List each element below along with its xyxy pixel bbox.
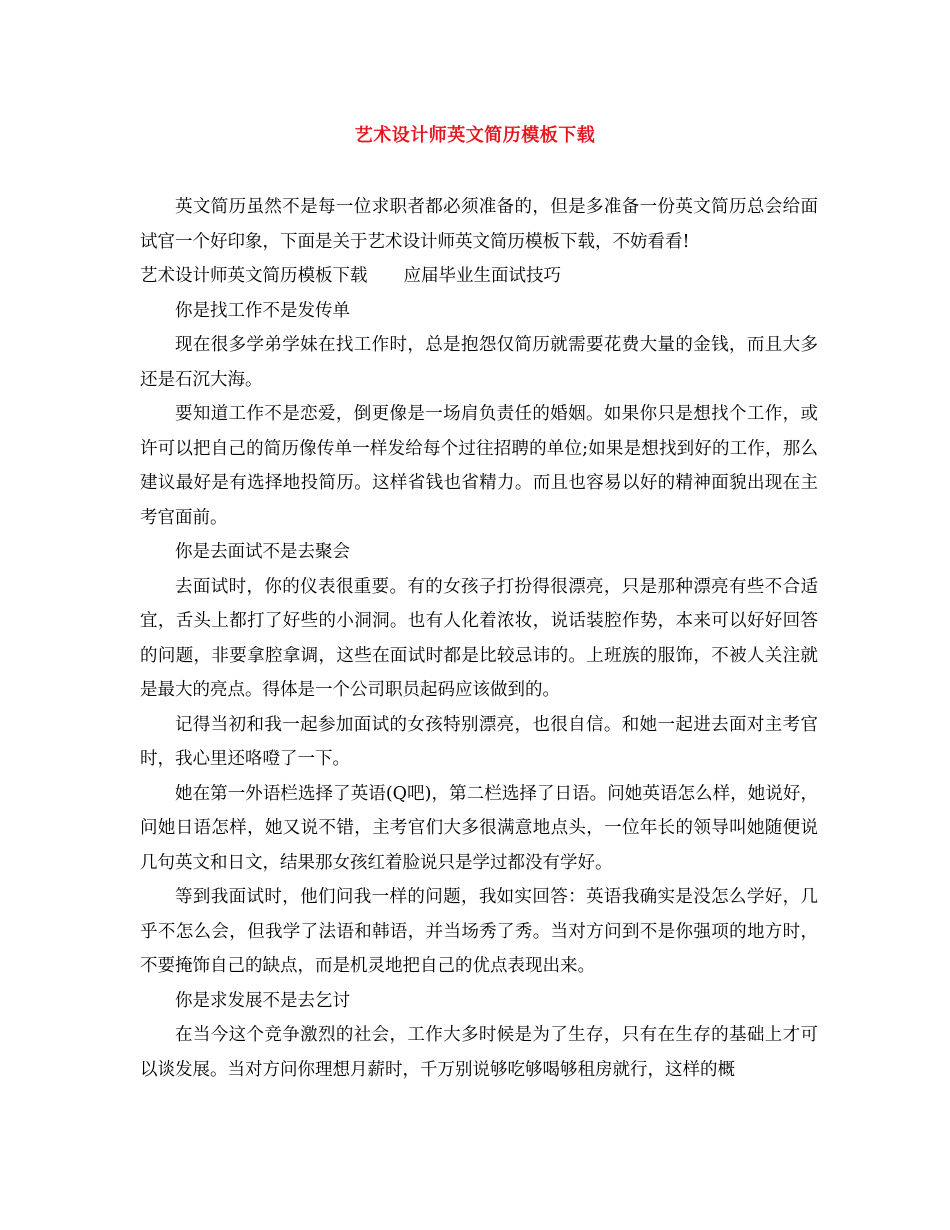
section-1-paragraph-2: 要知道工作不是恋爱，倒更像是一场肩负责任的婚姻。如果你只是想找个工作，或许可以把自己的简历像传单一样发给每个过往招聘的单位;如果是想找到好的工作，那么建议最好是有选择地投简历。这样省钱也省精力。而且也容易以好的精神面貌出现在主考官面前。 (140, 404, 818, 528)
section-2-paragraph-1: 去面试时，你的仪表很重要。有的女孩子打扮得很漂亮，只是那种漂亮有些不合适宜，舌头上都打了好些的小洞洞。也有人化着浓妆，说话装腔作势，本来可以好好回答的问题，非要拿腔拿调，这些在面试时都是比较忌讳的。上班族的服饰，不被人关注就是最大的亮点。得体是一个公司职员起码应该做到的。 (140, 576, 818, 700)
section-2-paragraph-3: 她在第一外语栏选择了英语(Q吧)，第二栏选择了日语。问她英语怎么样，她说好，问她日语怎样，她又说不错，主考官们大多很满意地点头，一位年长的领导叫她随便说几句英文和日文，结果那女孩红着脸说只是学过都没有学好。 (140, 783, 818, 873)
section-heading-development: 你是求发展不是去乞讨 (175, 990, 350, 1011)
related-links-line (140, 259, 818, 294)
intro-paragraph: 英文简历虽然不是每一位求职者都必须准备的，但是多准备一份英文简历总会给面试官一个好印象，下面是关于艺术设计师英文简历模板下载，不妨看看! (140, 197, 818, 252)
section-heading-job-hunting: 你是找工作不是发传单 (175, 300, 350, 321)
document-title: 艺术设计师英文简历模板下载 (354, 125, 596, 146)
related-link-interview-tips[interactable]: 应届毕业生面试技巧 (403, 266, 561, 286)
section-2-paragraph-2: 记得当初和我一起参加面试的女孩特别漂亮，也很自信。和她一起进去面对主考官时，我心里还咯噔了一下。 (140, 714, 818, 769)
section-2-paragraph-4: 等到我面试时，他们问我一样的问题，我如实回答：英语我确实是没怎么学好，几乎不怎么会，但我学了法语和韩语，并当场秀了秀。当对方问到不是你强项的地方时，不要掩饰自己的缺点，而是机灵地把自己的优点表现出来。 (140, 887, 818, 976)
related-link-resume-template[interactable]: 艺术设计师英文简历模板下载 (140, 266, 368, 286)
section-heading-interview: 你是去面试不是去聚会 (175, 542, 350, 562)
section-1-paragraph-1: 现在很多学弟学妹在找工作时，总是抱怨仅简历就需要花费大量的金钱，而且大多还是石沉大海。 (140, 335, 818, 390)
section-3-paragraph-1: 在当今这个竞争激烈的社会，工作大多时候是为了生存，只有在生存的基础上才可以谈发展。当对方问你理想月薪时，千万别说够吃够喝够租房就行，这样的概 (140, 1025, 818, 1080)
document-body (140, 190, 818, 1087)
